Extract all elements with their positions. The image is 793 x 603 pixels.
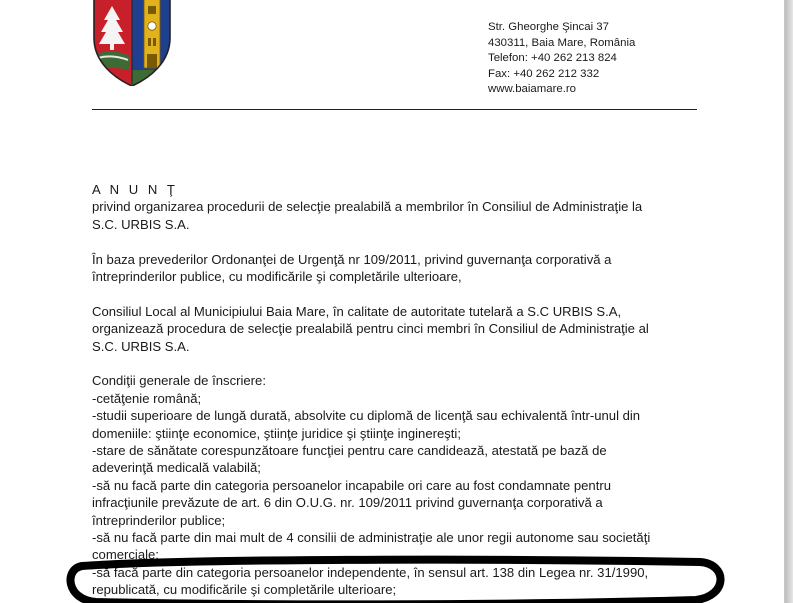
organizer-line: Consiliul Local al Municipiului Baia Mare, în calitate de autoritate tutelară a S.C URBIS S.A,	[92, 303, 622, 319]
condition-line: domeniile: ştiinţe economice, ştiinţe juridice şi ştiinţe inginereşti;	[92, 425, 461, 441]
condition-line: -cetăţenie română;	[92, 390, 202, 406]
condition-line: -stare de sănătate corespunzătoare funcţiei pentru care candidează, atestată pe bază de	[92, 443, 607, 459]
condition-line: întreprinderilor publice;	[92, 512, 226, 528]
legal-basis-line: întreprinderilor publice, cu modificările şi completările ulterioare,	[92, 269, 462, 285]
condition-line: -să nu facă parte din mai mult de 4 consilii de administraţie ale unor regii autonome sau societăţi	[92, 530, 651, 546]
announcement-title: A N U N Ţ	[92, 182, 178, 197]
subtitle-line: privind organizarea procedurii de selecţie prealabilă a membrilor în Consiliul de Administraţie la	[92, 199, 643, 215]
condition-line: -studii superioare de lungă durată, absolvite cu diplomă de licenţă sau echivalentă într-unul din	[92, 408, 641, 424]
address-fax: Fax: +40 262 212 332	[488, 67, 600, 80]
organizer-line: S.C. URBIS S.A.	[92, 338, 190, 354]
coat-of-arms-icon	[92, 0, 172, 86]
legal-basis-line: În baza prevederilor Ordonanţei de Urgenţă nr 109/2011, privind guvernanţa corporativă a	[92, 251, 612, 267]
highlight-marker-oval	[60, 556, 728, 603]
address-city: 430311, Baia Mare, România	[488, 36, 636, 49]
viewer-scroll-shadow	[785, 0, 793, 603]
condition-line: -să nu facă parte din categoria persoanelor incapabile ori care au fost condamnate pentru	[92, 477, 611, 493]
subtitle-line: S.C. URBIS S.A.	[92, 216, 190, 232]
condition-line: infracţiunile prevăzute de art. 6 din O.U.G. nr. 109/2011 privind guvernanţa corporativă a	[92, 495, 603, 511]
organizer-line: organizează procedura de selecţie prealabilă pentru cinci membri în Consiliul de Administraţie al	[92, 321, 649, 337]
header-divider	[92, 109, 697, 110]
announcement-body	[92, 181, 702, 599]
condition-line: adeverinţă medicală valabilă;	[92, 460, 261, 476]
header-address	[488, 20, 635, 98]
condition-line-highlighted: -să facă parte din categoria persoanelor independente, în sensul art. 138 din Legea nr. 31/1990,	[92, 564, 649, 580]
address-phone: Telefon: +40 262 213 824	[488, 52, 617, 65]
address-website: www.baiamare.ro	[488, 83, 576, 96]
address-street: Str. Gheorghe Şincai 37	[488, 21, 609, 33]
conditions-heading: Condiţii generale de înscriere:	[92, 373, 266, 389]
condition-line-highlighted: republicată, cu modificările şi completările ulterioare;	[92, 582, 397, 598]
condition-line: comerciale;	[92, 547, 159, 563]
